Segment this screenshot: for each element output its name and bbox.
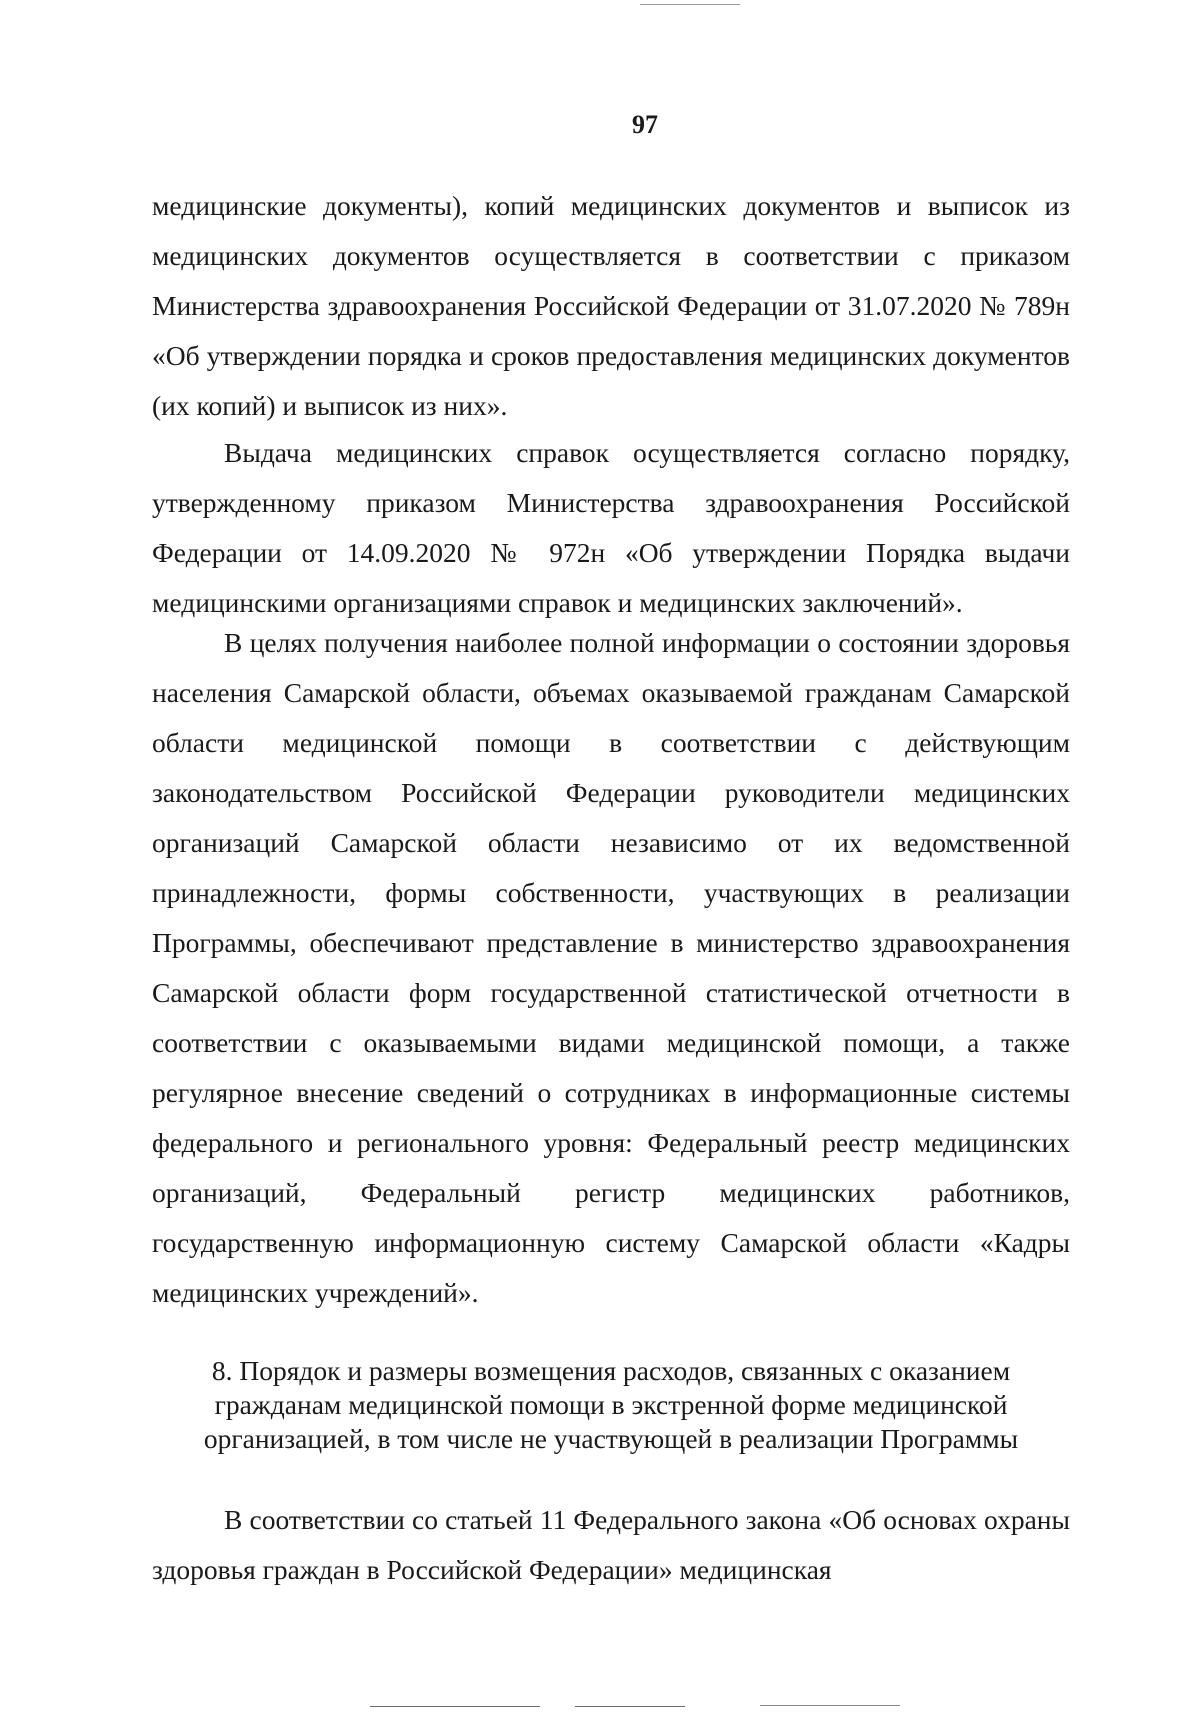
page-number: 97: [632, 110, 658, 139]
paragraph-2: Выдача медицинских справок осуществляется согласно порядку, утвержденному приказом Министерства здравоохранения Российской Федерации от 14.09.2020 № 972н «Об утверждении Порядка выдачи медицинскими организациями справок и медицинских заключений».: [152, 437, 1070, 618]
scan-edge-line: [640, 4, 740, 5]
scan-edge-line: [575, 1706, 685, 1707]
paragraph-4: В соответствии со статьей 11 Федерального закона «Об основах охраны здоровья граждан в Российской Федерации» медицинская: [152, 1504, 1070, 1585]
paragraph-statistics-reporting: [152, 618, 1070, 1318]
section-heading: [152, 1354, 1070, 1456]
paragraph-continued: [152, 181, 1070, 431]
scan-edge-line: [760, 1705, 900, 1706]
section-heading-line-3: организацией, в том числе не участвующей в реализации Программы: [203, 1423, 1019, 1454]
scan-edge-line: [370, 1706, 540, 1707]
paragraph-medical-certificates: [152, 428, 1070, 628]
paragraph-1: медицинские документы), копий медицинских документов и выписок из медицинских документов осуществляется в соответствии с приказом Министерства здравоохранения Российской Федерации от 31.07.2020 № 789н «Об утверждении порядка и сроков предоставления медицинских документов (их копий) и выписок из них».: [152, 190, 1070, 421]
section-heading-line-1: 8. Порядок и размеры возмещения расходов, связанных с оказанием: [211, 1355, 1011, 1386]
section-heading-line-2: гражданам медицинской помощи в экстренной форме медицинской: [214, 1389, 1008, 1420]
paragraph-federal-law: [152, 1495, 1070, 1595]
paragraph-3: В целях получения наиболее полной информации о состоянии здоровья населения Самарской области, объемах оказываемой гражданам Самарской области медицинской помощи в соответствии с действующим законодательством Российской Федерации руководители медицинских организаций Самарской области независимо от их ведомственной принадлежности, формы собственности, участвующих в реализации Программы, обеспечивают представление в министерство здравоохранения Самарской области форм государственной статистической отчетности в соответствии с оказываемыми видами медицинской помощи, а также регулярное внесение сведений о сотрудниках в информационные системы федерального и регионального уровня: Федеральный реестр медицинских организаций, Федеральный регистр медицинских работников, государственную информационную систему Самарской области «Кадры медицинских учреждений».: [152, 627, 1070, 1308]
